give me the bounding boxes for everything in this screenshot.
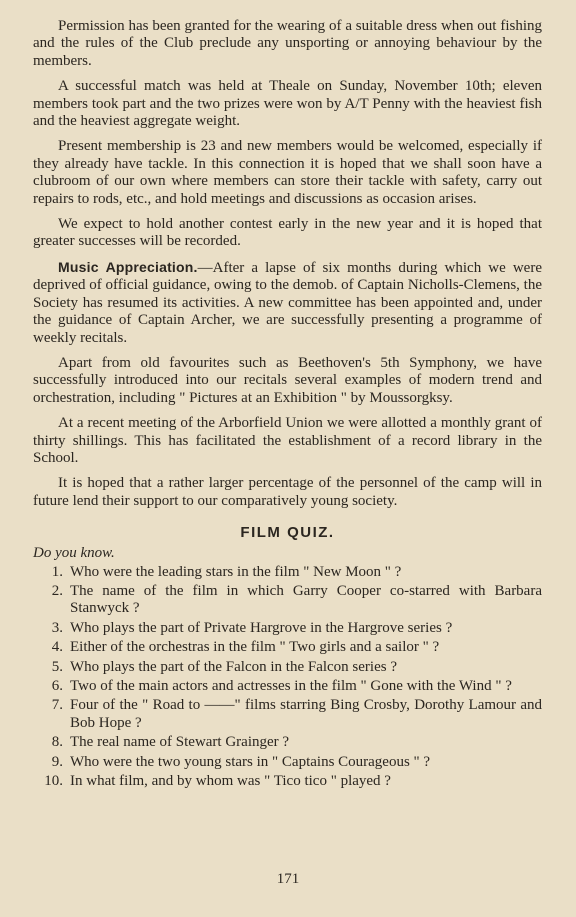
paragraph-fishing-match: A successful match was held at Theale on Sunday, November 10th; eleven members took part and the two prizes were won by A/T Penny with the heaviest fish and the heaviest aggregate weight. [33, 78, 542, 130]
quiz-question-number: 9. [51, 753, 63, 770]
quiz-question-text: The name of the film in which Garry Cooper co-starred with Barbara Stanwyck ? [70, 582, 542, 617]
quiz-question-number: 3. [51, 619, 63, 636]
quiz-question [33, 659, 542, 676]
quiz-question-number: 1. [51, 563, 63, 580]
quiz-question-list [33, 564, 542, 791]
quiz-question-text: Who were the leading stars in the film " New Moon " ? [70, 563, 402, 580]
quiz-question-number: 4. [51, 639, 63, 656]
quiz-question [33, 564, 542, 581]
music-appreciation-body: —After a lapse of six months during which we were deprived of official guidance, owing to the demob. of Captain Nicholls-Clemens, the Society has resumed its activities. A new committee has been appointed and, under the guidance of Captain Archer, we are successfully presenting a programme of weekly recitals. [33, 259, 542, 346]
quiz-question-number: 7. [51, 697, 63, 714]
quiz-intro: Do you know. [33, 545, 115, 562]
quiz-question-text: Who plays the part of the Falcon in the Falcon series ? [70, 658, 397, 675]
paragraph-membership: Present membership is 23 and new members would be welcomed, especially if they already have tackle. In this connection it is hoped that we shall soon have a clubroom of our own where members can store their tackle with safety, carry out repairs to rods, etc., and hold meetings and discussions as occasion arises. [33, 138, 542, 207]
quiz-question-number: 5. [51, 658, 63, 675]
quiz-question-text: In what film, and by whom was " Tico tico " played ? [70, 773, 391, 790]
quiz-question [33, 773, 542, 790]
quiz-question [33, 734, 542, 751]
quiz-question [33, 583, 542, 618]
quiz-question-number: 6. [51, 678, 63, 694]
quiz-question [33, 754, 542, 771]
film-quiz-title: FILM QUIZ. [240, 524, 335, 542]
paragraph-next-contest: We expect to hold another contest early in the new year and it is hoped that greater successes will be recorded. [33, 216, 542, 250]
quiz-question [33, 697, 542, 732]
quiz-question [33, 678, 542, 695]
page-number: 171 [276, 871, 300, 887]
quiz-question [33, 639, 542, 656]
quiz-question-text: The real name of Stewart Grainger ? [70, 734, 290, 751]
quiz-question-number: 8. [51, 734, 63, 751]
quiz-question-text: Who plays the part of Private Hargrove in the Hargrove series ? [70, 619, 453, 636]
paragraph-music-appreciation [33, 259, 542, 347]
quiz-question-number: 2. [51, 582, 63, 599]
quiz-question-text: Either of the orchestras in the film " Two girls and a sailor " ? [70, 639, 440, 656]
quiz-question-number: 10. [44, 773, 63, 790]
paragraph-support: It is hoped that a rather larger percentage of the personnel of the camp will in future lend their support to our comparatively young society. [33, 475, 542, 509]
paragraph-grant: At a recent meeting of the Arborfield Union we were allotted a monthly grant of thirty shillings. This has facilitated the establishment of a record library in the School. [33, 415, 542, 466]
quiz-question-text: Who were the two young stars in " Captains Courageous " ? [70, 753, 431, 770]
section-heading-music: Music Appreciation. [58, 258, 198, 275]
paragraph-favourites: Apart from old favourites such as Beethoven's 5th Symphony, we have successfully introduced into our recitals several examples of modern trend and orchestration, including " Pictures at an Exhibition " by Moussorgksy. [33, 354, 542, 406]
quiz-question-text: Two of the main actors and actresses in the film " Gone with the Wind " ? [70, 678, 512, 694]
paragraph-fishing-dress: Permission has been granted for the wearing of a suitable dress when out fishing and the rules of the Club preclude any unsporting or annoying behaviour by the members. [33, 18, 542, 69]
quiz-question-text: Four of the " Road to ——" films starring Bing Crosby, Dorothy Lamour and Bob Hope ? [70, 697, 542, 731]
quiz-question [33, 620, 542, 637]
